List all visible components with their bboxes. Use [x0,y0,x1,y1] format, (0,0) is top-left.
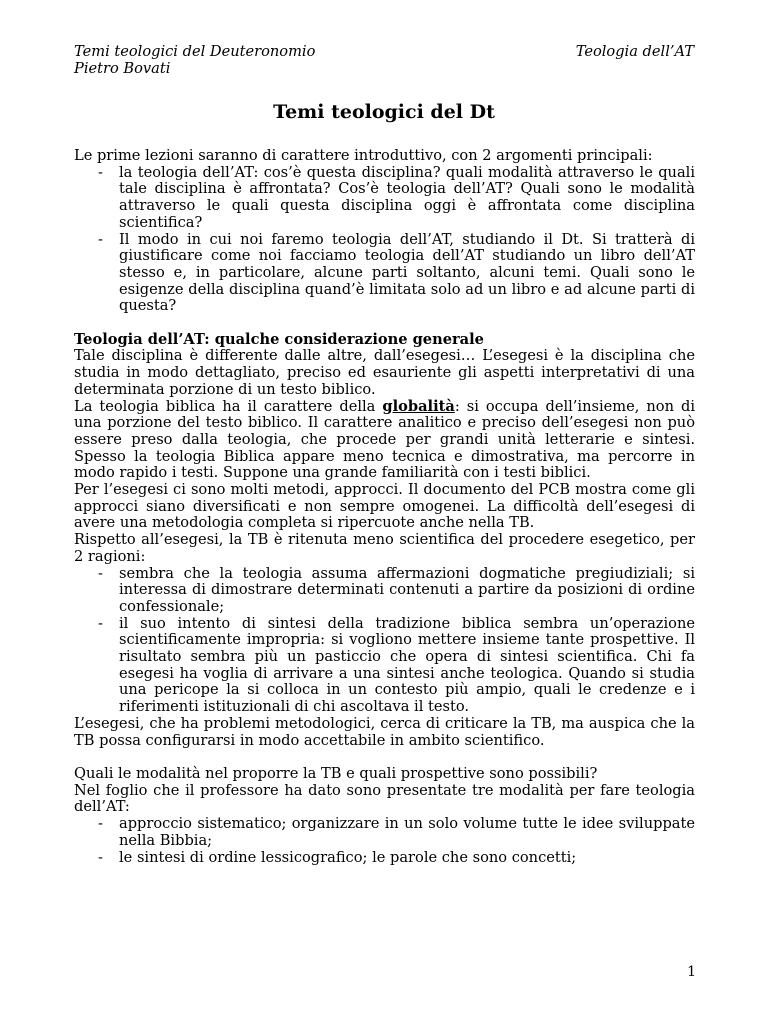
section-heading: Teologia dell’AT: qualche considerazione generale [74,330,484,348]
paragraph [74,399,695,483]
modes-list [74,816,695,866]
list-item-text: sembra che la teologia assuma affermazioni dogmatiche pregiudiziali; si interessa di dimostrare determinati contenuti a partire da posizioni di ordine confessionale; [119,564,695,615]
header-course-title: Temi teologici del Deuteronomio [74,43,316,60]
list-item-text: le sintesi di ordine lessicografico; le parole che sono concetti; [119,848,577,866]
paragraph: L’esegesi, che ha problemi metodologici, cerca di criticare la TB, ma auspica che la TB possa configurarsi in modo accettabile in ambito scientifico. [74,714,695,749]
paragraph: Per l’esegesi ci sono molti metodi, approcci. Il documento del PCB mostra come gli approcci siano diversificati e non sempre omogenei. La difficoltà dell’esegesi di avere una metodologia completa si ripercuote anche nella TB. [74,481,695,532]
dash-bullet: - [98,614,103,632]
page-title: Temi teologici del Dt [273,101,495,123]
list-item [74,232,695,316]
list-item [74,850,695,867]
reasons-list [74,566,695,716]
paragraph: Rispetto all’esegesi, la TB è ritenuta meno scientifica del procedere esegetico, per 2 ragioni: [74,531,695,565]
paragraph: Nel foglio che il professore ha dato sono presentate tre modalità per fare teologia dell’AT: [74,781,695,816]
dash-bullet: - [98,815,103,833]
intro-paragraph: Le prime lezioni saranno di carattere introduttivo, con 2 argomenti principali: [74,147,653,164]
page-number: 1 [687,964,696,980]
emphasis-term: globalità [382,397,455,415]
dash-bullet: - [98,230,103,248]
running-header [74,44,694,61]
document-body [74,148,695,866]
list-item [74,165,695,232]
list-item [74,816,695,849]
dash-bullet: - [98,848,103,866]
header-subject: Teologia dell’AT [575,43,694,60]
dash-bullet: - [98,163,103,181]
list-item-text: approccio sistematico; organizzare in un solo volume tutte le idee sviluppate nella Bibbia; [119,815,695,849]
paragraph-text: La teologia biblica ha il carattere della [74,397,383,415]
header-author: Pietro Bovati [74,60,171,77]
list-item [74,566,695,616]
list-item [74,616,695,716]
dash-bullet: - [98,564,103,582]
intro-list [74,165,695,315]
paragraph-text: : si occupa dell’insieme, non di una porzione del testo biblico. Il carattere analitico e preciso dell’esegesi non può essere preso dalla teologia, che procede per grandi unità letterarie e sintesi. Spesso la teologia Biblica appare meno tecnica e dimostrativa, ma percorre in modo rapido i testi. Suppone una grande familiarità con i testi biblici. [74,397,695,482]
list-item-text: la teologia dell’AT: cos’è questa disciplina? quali modalità attraverso le quali tale disciplina è affrontata? Cos’è teologia dell’AT? Quali sono le modalità attraverso le quali questa disciplina oggi è affrontata come disciplina scientifica? [119,163,695,231]
list-item-text: Il modo in cui noi faremo teologia dell’AT, studiando il Dt. Si tratterà di giustificare come noi facciamo teologia dell’AT studiando un libro dell’AT stesso e, in particolare, alcune parti soltanto, alcuni temi. Quali sono le esigenze della disciplina quand’è limitata solo ad un libro e ad alcune parti di questa? [119,230,695,315]
paragraph: Tale disciplina è differente dalle altre, dall’esegesi… L’esegesi è la disciplina che studia in modo dettagliato, preciso ed esauriente gli aspetti interpretativi di una determinata porzione di un testo biblico. [74,347,695,398]
list-item-text: il suo intento di sintesi della tradizione biblica sembra un’operazione scientificamente impropria: si vogliono mettere insieme tante prospettive. Il risultato sembra più un pasticcio che opera di sintesi scientifica. Chi fa esegesi ha voglia di arrivare a una sintesi anche teologica. Quando si studia una pericope la si colloca in un contesto più ampio, quali le credenze e i riferimenti istituzionali di chi ascoltava il testo. [119,614,695,716]
question-paragraph: Quali le modalità nel proporre la TB e quali prospettive sono possibili? [74,764,598,782]
